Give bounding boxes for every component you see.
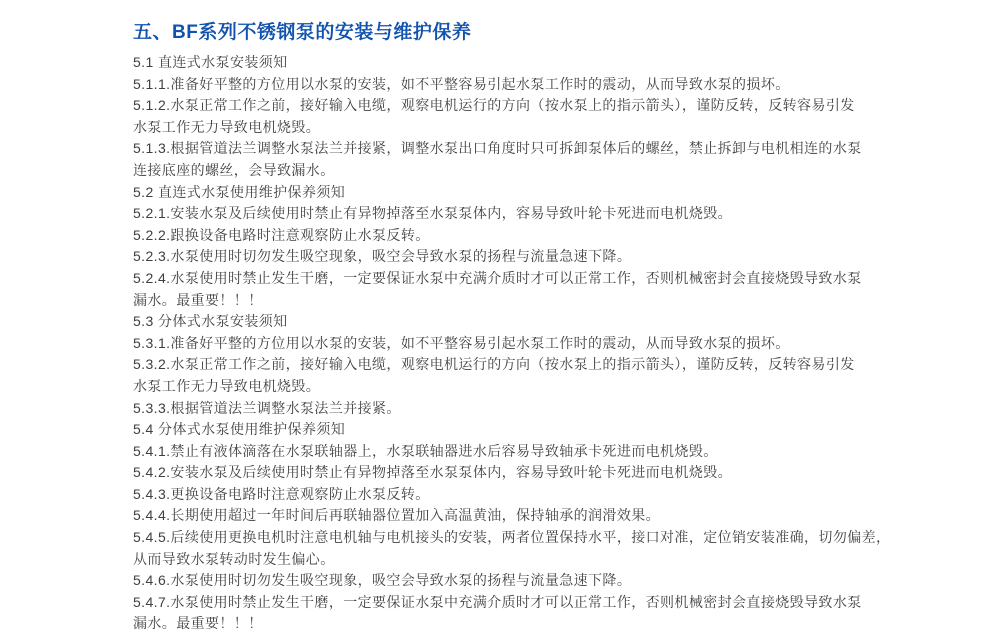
instruction-line: 5.2.3.水泵使用时切勿发生吸空现象，吸空会导致水泵的扬程与流量急速下降。 [133, 248, 632, 265]
instruction-line: 5.4.6.水泵使用时切勿发生吸空现象，吸空会导致水泵的扬程与流量急速下降。 [133, 572, 632, 589]
document-page [133, 17, 933, 635]
instruction-line: 漏水。最重要！！！ [133, 291, 263, 308]
instruction-line: 水泵工作无力导致电机烧毁。 [133, 377, 321, 394]
section-heading: 5.4 分体式水泵使用维护保养须知 [133, 421, 346, 438]
instruction-line: 5.3.3.根据管道法兰调整水泵法兰并接紧。 [133, 399, 401, 416]
instruction-line: 5.1.3.根据管道法兰调整水泵法兰并接紧，调整水泵出口角度时只可拆卸泵体后的螺丝，禁止拆卸与电机相连的水泵 [133, 140, 862, 157]
instruction-line: 漏水。最重要！！！ [133, 615, 263, 632]
instruction-line: 5.2.2.跟换设备电路时注意观察防止水泵反转。 [133, 226, 430, 243]
instruction-line: 5.4.2.安装水泵及后续使用时禁止有异物掉落至水泵泵体内，容易导致叶轮卡死进而电机烧毁。 [133, 464, 733, 481]
instruction-line: 5.4.3.更换设备电路时注意观察防止水泵反转。 [133, 485, 430, 502]
instruction-line: 5.4.5.后续使用更换电机时注意电机轴与电机接头的安装，两者位置保持水平，接口对准，定位销安装准确，切勿偏差， [133, 529, 891, 546]
instruction-line: 5.2.1.安装水泵及后续使用时禁止有异物掉落至水泵泵体内，容易导致叶轮卡死进而电机烧毁。 [133, 205, 733, 222]
page-title: 五、BF系列不锈钢泵的安装与维护保养 [133, 22, 472, 43]
instruction-line: 5.2.4.水泵使用时禁止发生干磨，一定要保证水泵中充满介质时才可以正常工作，否则机械密封会直接烧毁导致水泵 [133, 269, 862, 286]
instruction-line: 5.1.2.水泵正常工作之前，接好输入电缆，观察电机运行的方向（按水泵上的指示箭头），谨防反转，反转容易引发 [133, 97, 855, 114]
section-heading: 5.2 直连式水泵使用维护保养须知 [133, 183, 346, 200]
instruction-line: 5.3.1.准备好平整的方位用以水泵的安装，如不平整容易引起水泵工作时的震动，从而导致水泵的损坏。 [133, 334, 790, 351]
instruction-line: 从而导致水泵转动时发生偏心。 [133, 550, 335, 567]
instruction-line: 水泵工作无力导致电机烧毁。 [133, 118, 321, 135]
instruction-line: 5.3.2.水泵正常工作之前，接好输入电缆，观察电机运行的方向（按水泵上的指示箭头），谨防反转，反转容易引发 [133, 356, 855, 373]
section-heading: 5.3 分体式水泵安装须知 [133, 313, 288, 330]
instruction-line: 5.4.7.水泵使用时禁止发生干磨，一定要保证水泵中充满介质时才可以正常工作，否则机械密封会直接烧毁导致水泵 [133, 593, 862, 610]
document-body [133, 52, 933, 635]
instruction-line: 连接底座的螺丝，会导致漏水。 [133, 161, 335, 178]
section-heading: 5.1 直连式水泵安装须知 [133, 54, 288, 70]
instruction-line: 5.4.1.禁止有液体滴落在水泵联轴器上，水泵联轴器进水后容易导致轴承卡死进而电机烧毁。 [133, 442, 718, 459]
instruction-line: 5.1.1.准备好平整的方位用以水泵的安装，如不平整容易引起水泵工作时的震动，从而导致水泵的损坏。 [133, 75, 790, 92]
instruction-line: 5.4.4.长期使用超过一年时间后再联轴器位置加入高温黄油，保持轴承的润滑效果。 [133, 507, 661, 524]
